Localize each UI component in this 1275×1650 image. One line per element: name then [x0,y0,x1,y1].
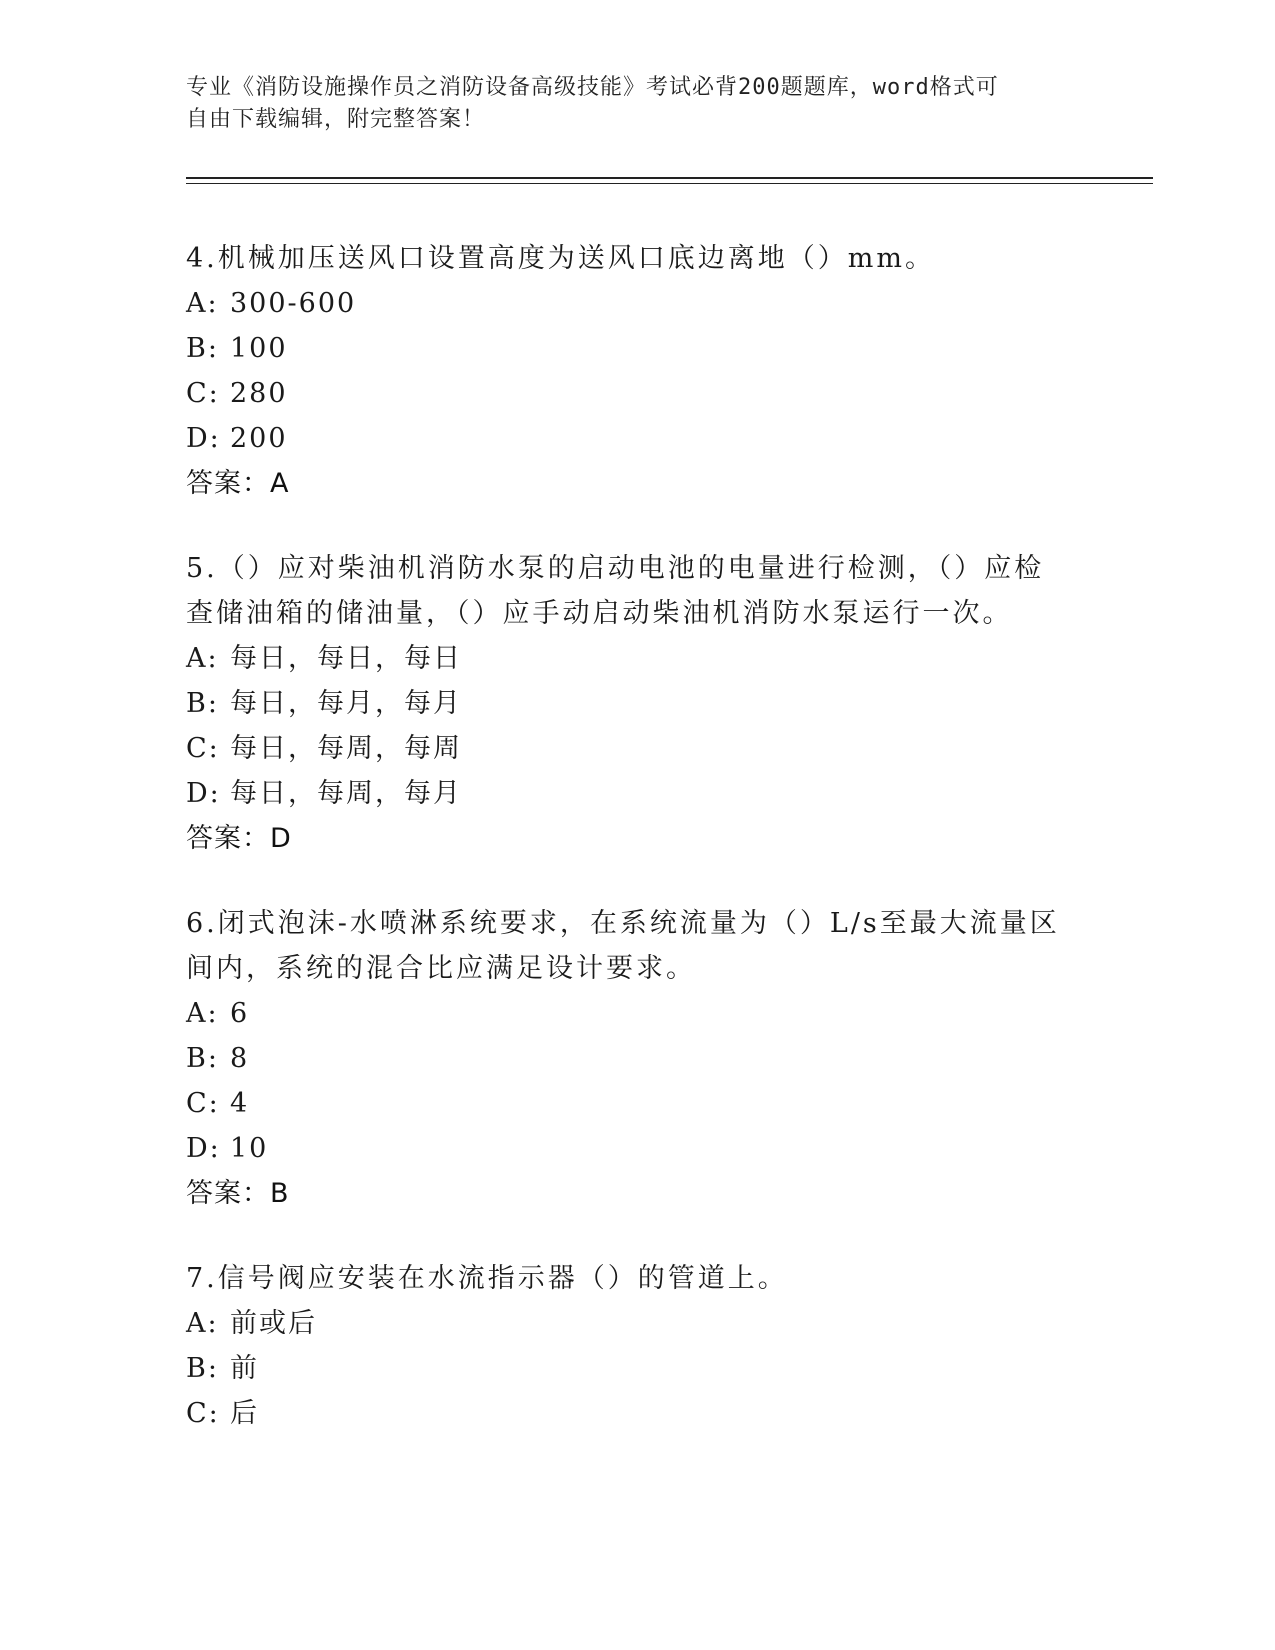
option-d [186,1126,1066,1171]
option-text: 4 [230,1088,250,1119]
option-text: 每日，每周，每周 [230,733,462,764]
question-6 [186,901,1066,1216]
answer-line: 答案：A [186,468,290,499]
option-letter: C: [186,733,220,764]
option-text: 后 [230,1398,259,1429]
option-b [186,1346,1066,1391]
option-a [186,991,1066,1036]
option-text: 6 [230,998,250,1029]
header-title-line-2: 自由下载编辑，附完整答案！ [186,107,486,132]
option-a [186,281,1066,326]
answer-line: 答案：D [186,823,292,854]
question-stem: 7.信号阀应安装在水流指示器（）的管道上。 [186,1263,788,1294]
question-7 [186,1256,1066,1436]
header-divider-thick [186,177,1153,179]
option-text: 200 [230,423,288,454]
question-4 [186,236,1066,506]
option-letter: C: [186,378,220,409]
header-divider-thin [186,183,1153,184]
option-letter: B: [186,688,219,719]
option-letter: A: [186,1308,219,1339]
option-letter: C: [186,1088,220,1119]
option-letter: B: [186,1043,219,1074]
option-letter: A: [186,643,219,674]
question-stem: 4.机械加压送风口设置高度为送风口底边离地（）mm。 [186,243,935,274]
question-stem: 5.（）应对柴油机消防水泵的启动电池的电量进行检测，（）应检查储油箱的储油量，（）应手动启动柴油机消防水泵运行一次。 [186,553,1045,629]
option-a [186,1301,1066,1346]
option-text: 8 [230,1043,250,1074]
option-text: 100 [230,333,288,364]
option-text: 280 [230,378,288,409]
option-d [186,416,1066,461]
option-letter: A: [186,288,219,319]
option-letter: D: [186,1133,221,1164]
option-letter: B: [186,1353,219,1384]
option-letter: D: [186,423,221,454]
option-text: 前 [230,1353,259,1384]
answer-line: 答案：B [186,1178,290,1209]
option-text: 每日，每周，每月 [230,778,462,809]
option-b [186,1036,1066,1081]
option-letter: B: [186,333,219,364]
option-letter: D: [186,778,221,809]
option-d [186,771,1066,816]
option-b [186,681,1066,726]
option-c [186,371,1066,416]
option-c [186,1391,1066,1436]
document-header [186,72,1066,136]
option-a [186,636,1066,681]
option-letter: C: [186,1398,220,1429]
option-text: 10 [230,1133,269,1164]
option-text: 前或后 [230,1308,317,1339]
option-letter: A: [186,998,219,1029]
question-list [186,236,1066,1476]
option-text: 300-600 [230,288,357,319]
option-text: 每日，每月，每月 [230,688,462,719]
option-c [186,1081,1066,1126]
question-5 [186,546,1066,861]
option-b [186,326,1066,371]
option-text: 每日，每日，每日 [230,643,462,674]
option-c [186,726,1066,771]
question-stem: 6.闭式泡沫-水喷淋系统要求，在系统流量为（）L/s至最大流量区间内，系统的混合比应满足设计要求。 [186,908,1060,984]
header-title-line-1: 专业《消防设施操作员之消防设备高级技能》考试必背200题题库，word格式可 [186,75,999,100]
